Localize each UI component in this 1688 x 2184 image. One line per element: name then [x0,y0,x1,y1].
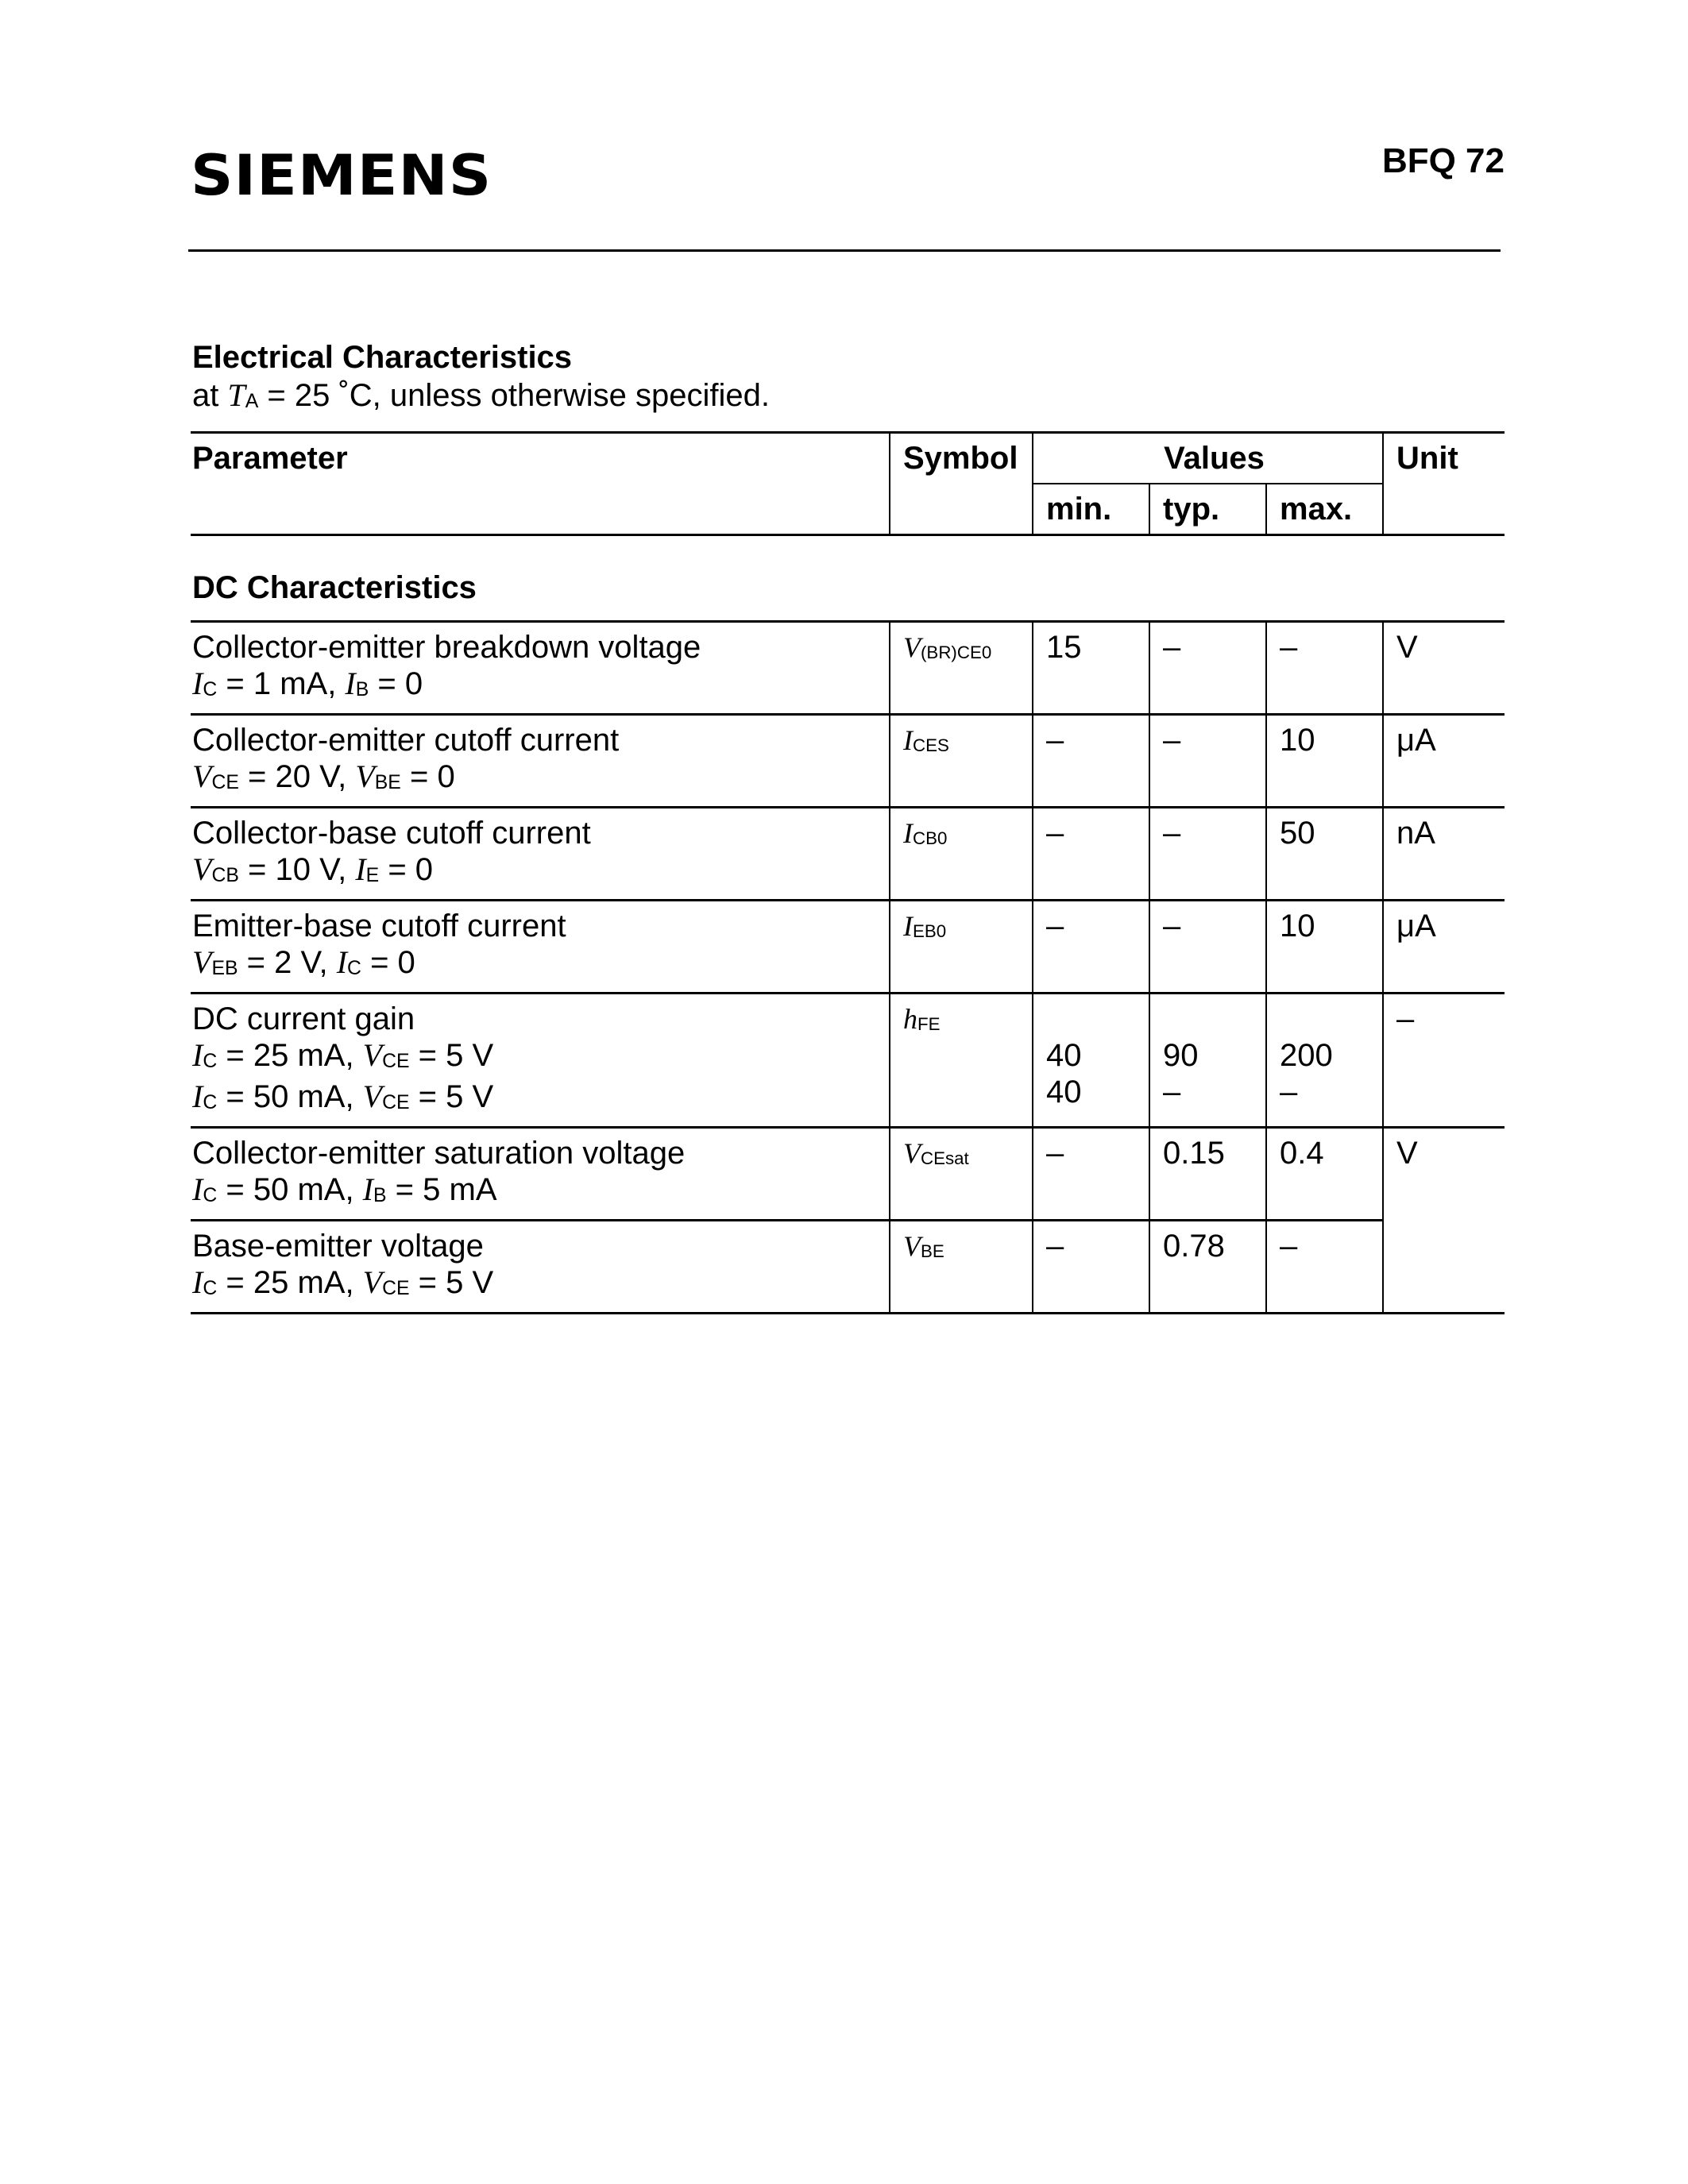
param-name: DC current gain [192,1001,415,1036]
param-name: Collector-emitter saturation voltage [192,1136,686,1171]
typ-cell: – [1149,901,1266,994]
unit-cell: nA [1383,808,1505,901]
param-condition: VCE = 20 V, VBE = 0 [192,758,455,794]
table-row [191,808,1505,901]
typ-cell: 90 – [1149,994,1266,1128]
param-cell [191,1221,890,1314]
param-cell [191,808,890,901]
header-typ: typ. [1149,484,1266,535]
param-cell [191,994,890,1128]
part-number: BFQ 72 [1381,141,1505,180]
typ-cell: – [1149,715,1266,808]
min-cell: – [1033,1221,1149,1314]
param-name: Collector-base cutoff current [192,816,591,851]
header-parameter: Parameter [191,433,890,535]
max-cell: – [1266,1221,1383,1314]
param-name: Emitter-base cutoff current [192,909,566,943]
table-row [191,622,1505,715]
param-condition: IC = 1 mA, IB = 0 [192,666,423,701]
symbol-cell: ICES [890,715,1033,808]
header-max: max. [1266,484,1383,535]
section-title: Electrical Characteristics [192,340,573,375]
min-cell: 15 [1033,622,1149,715]
max-cell: 10 [1266,901,1383,994]
header-divider [188,249,1501,252]
typ-cell: – [1149,622,1266,715]
symbol-cell: VBE [890,1221,1033,1314]
typ-cell: 0.15 [1149,1128,1266,1221]
typ-cell: – [1149,808,1266,901]
min-cell: – [1033,1128,1149,1221]
param-condition: IC = 50 mA, IB = 5 mA [192,1171,497,1207]
param-condition: VCB = 10 V, IE = 0 [192,851,434,887]
table-header-row [191,433,1505,484]
max-cell: 200 – [1266,994,1383,1128]
header-min: min. [1033,484,1149,535]
min-cell: 40 40 [1033,994,1149,1128]
header-unit: Unit [1383,433,1505,535]
section-condition: at TA = 25 ˚C, unless otherwise specified. [192,377,770,413]
group-title-row [191,535,1505,622]
header-values: Values [1033,433,1383,484]
min-cell: – [1033,901,1149,994]
param-condition: IC = 25 mA, VCE = 5 V [192,1037,494,1073]
characteristics-table [191,431,1505,1314]
symbol-cell: V(BR)CE0 [890,622,1033,715]
unit-cell: V [1383,1128,1505,1314]
param-cell [191,622,890,715]
param-name: Collector-emitter breakdown voltage [192,630,701,665]
param-cell [191,715,890,808]
symbol-cell: ICB0 [890,808,1033,901]
unit-cell: μA [1383,901,1505,994]
param-condition: IC = 25 mA, VCE = 5 V [192,1264,494,1300]
param-cell [191,1128,890,1221]
symbol-cell: hFE [890,994,1033,1128]
unit-cell: – [1383,994,1505,1128]
param-condition: IC = 50 mA, VCE = 5 V [192,1078,494,1114]
table-row [191,715,1505,808]
table-row [191,1128,1505,1221]
header-symbol: Symbol [890,433,1033,535]
siemens-logo: SIEMENS [191,143,492,208]
unit-cell: V [1383,622,1505,715]
param-name: Collector-emitter cutoff current [192,723,620,758]
max-cell: 0.4 [1266,1128,1383,1221]
param-cell [191,901,890,994]
max-cell: – [1266,622,1383,715]
table-row [191,994,1505,1128]
max-cell: 50 [1266,808,1383,901]
group-title: DC Characteristics [192,570,477,605]
min-cell: – [1033,715,1149,808]
unit-cell: μA [1383,715,1505,808]
param-condition: VEB = 2 V, IC = 0 [192,944,415,980]
table-row [191,1221,1505,1314]
symbol-cell: IEB0 [890,901,1033,994]
max-cell: 10 [1266,715,1383,808]
param-name: Base-emitter voltage [192,1229,484,1264]
min-cell: – [1033,808,1149,901]
table-row [191,901,1505,994]
typ-cell: 0.78 [1149,1221,1266,1314]
symbol-cell: VCEsat [890,1128,1033,1221]
